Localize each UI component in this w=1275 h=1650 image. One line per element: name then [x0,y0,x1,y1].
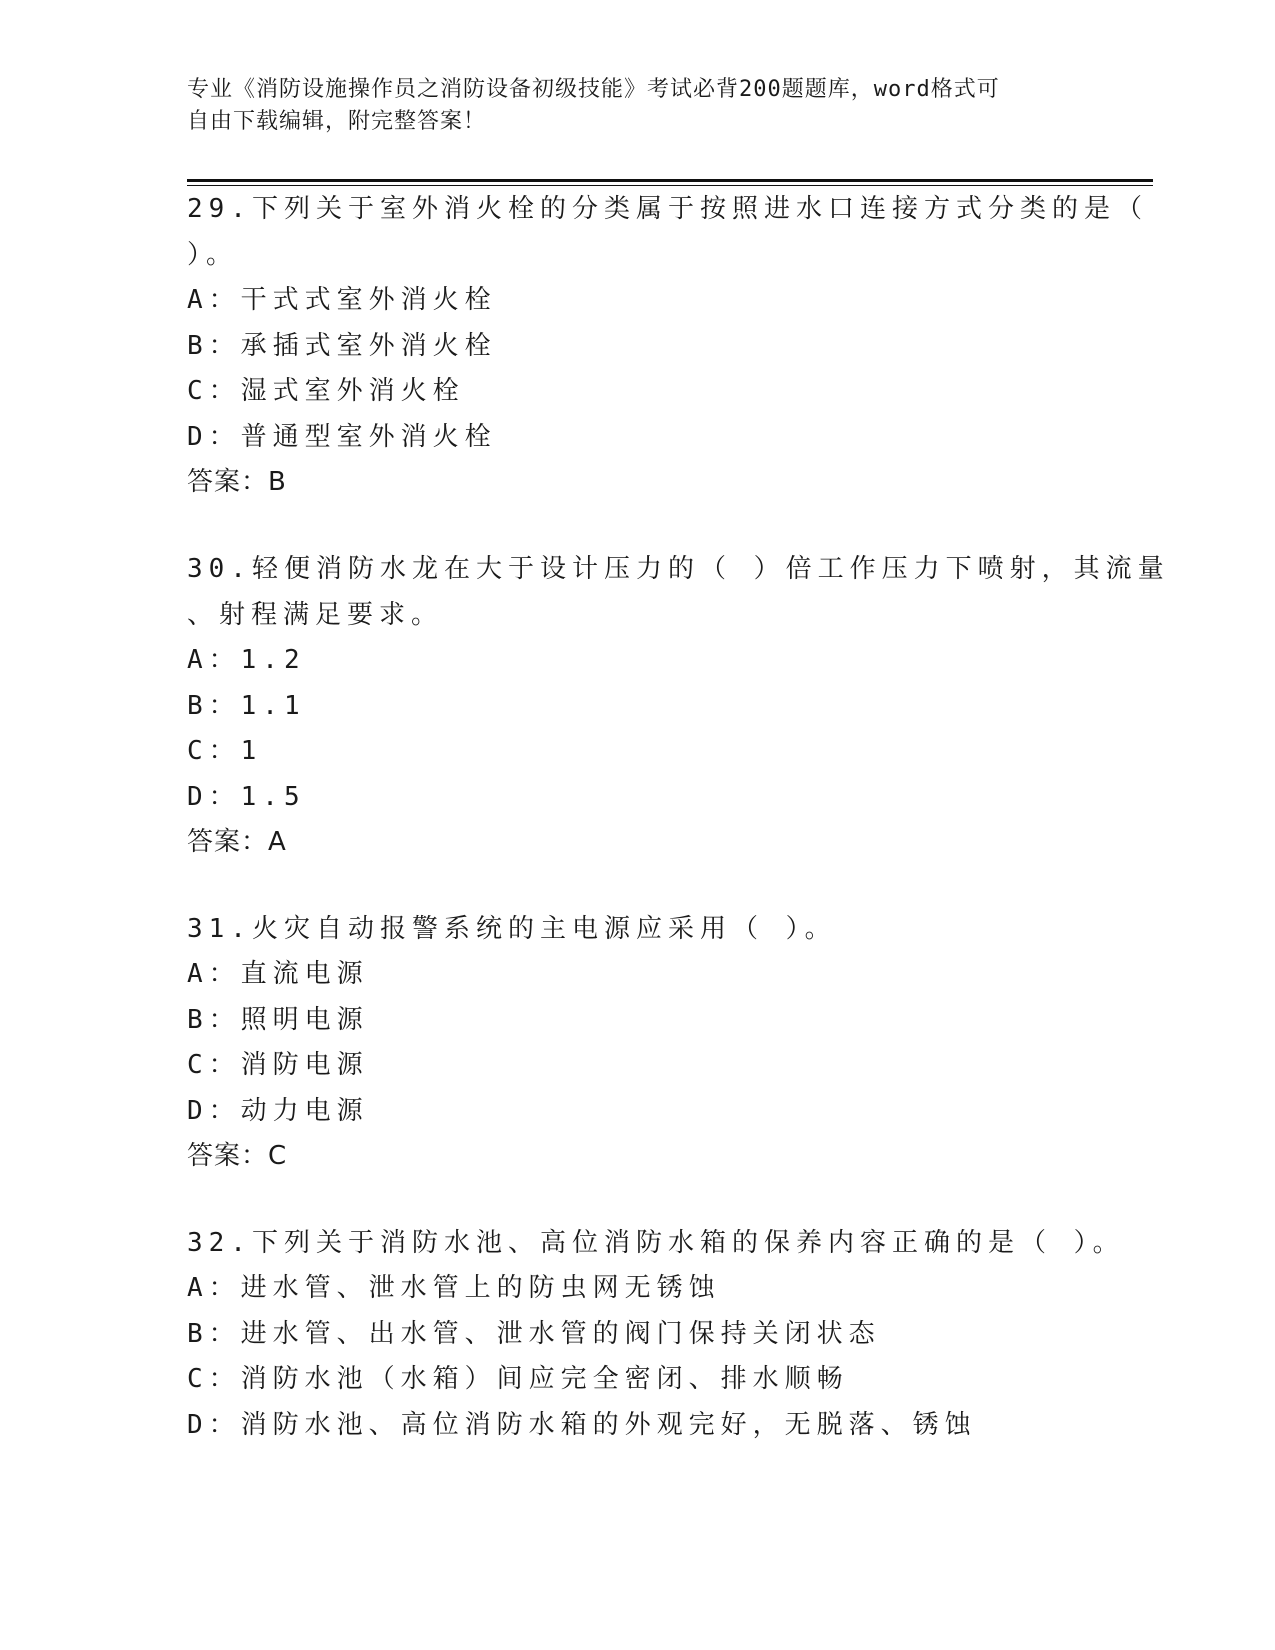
header-line-1: 专业《消防设施操作员之消防设备初级技能》考试必背200题题库，word格式可 [187,77,1000,102]
option-a: A：1.2 [187,645,306,675]
question-32 [187,1220,1125,1448]
option-d: D：消防水池、高位消防水箱的外观完好，无脱落、锈蚀 [187,1409,977,1440]
question-stem-continued: 、射程满足要求。 [187,600,444,630]
question-31 [187,906,1117,1179]
document-header [187,74,1087,138]
option-d: D：普通型室外消火栓 [187,421,497,452]
option-c: C：消防水池（水箱）间应完全密闭、排水顺畅 [187,1364,849,1394]
option-b: B：1.1 [187,690,306,721]
question-stem-continued: ）。 [187,240,239,270]
answer: 答案：B [187,467,287,497]
option-d: D：动力电源 [187,1095,369,1126]
question-stem: 32.下列关于消防水池、高位消防水箱的保养内容正确的是（ ）。 [187,1228,1125,1258]
question-stem: 29.下列关于室外消火栓的分类属于按照进水口连接方式分类的是（ [187,194,1148,224]
option-b: B：进水管、出水管、泄水管的阀门保持关闭状态 [187,1318,881,1349]
option-d: D：1.5 [187,781,306,812]
question-30 [187,546,1170,865]
question-stem: 31.火灾自动报警系统的主电源应采用（ ）。 [187,914,837,944]
option-b: B：承插式室外消火栓 [187,330,497,361]
option-a: A：干式式室外消火栓 [187,285,497,315]
option-c: C：1 [187,736,263,766]
option-b: B：照明电源 [187,1004,369,1035]
answer: 答案：A [187,827,287,857]
question-stem: 30.轻便消防水龙在大于设计压力的（ ）倍工作压力下喷射，其流量 [187,554,1170,584]
header-line-2: 自由下载编辑，附完整答案！ [187,109,487,134]
option-a: A：进水管、泄水管上的防虫网无锈蚀 [187,1273,721,1303]
option-c: C：消防电源 [187,1050,369,1080]
option-c: C：湿式室外消火栓 [187,376,465,406]
header-divider-thick [187,179,1153,182]
option-a: A：直流电源 [187,959,369,989]
question-29 [187,186,1148,505]
answer: 答案：C [187,1141,288,1171]
